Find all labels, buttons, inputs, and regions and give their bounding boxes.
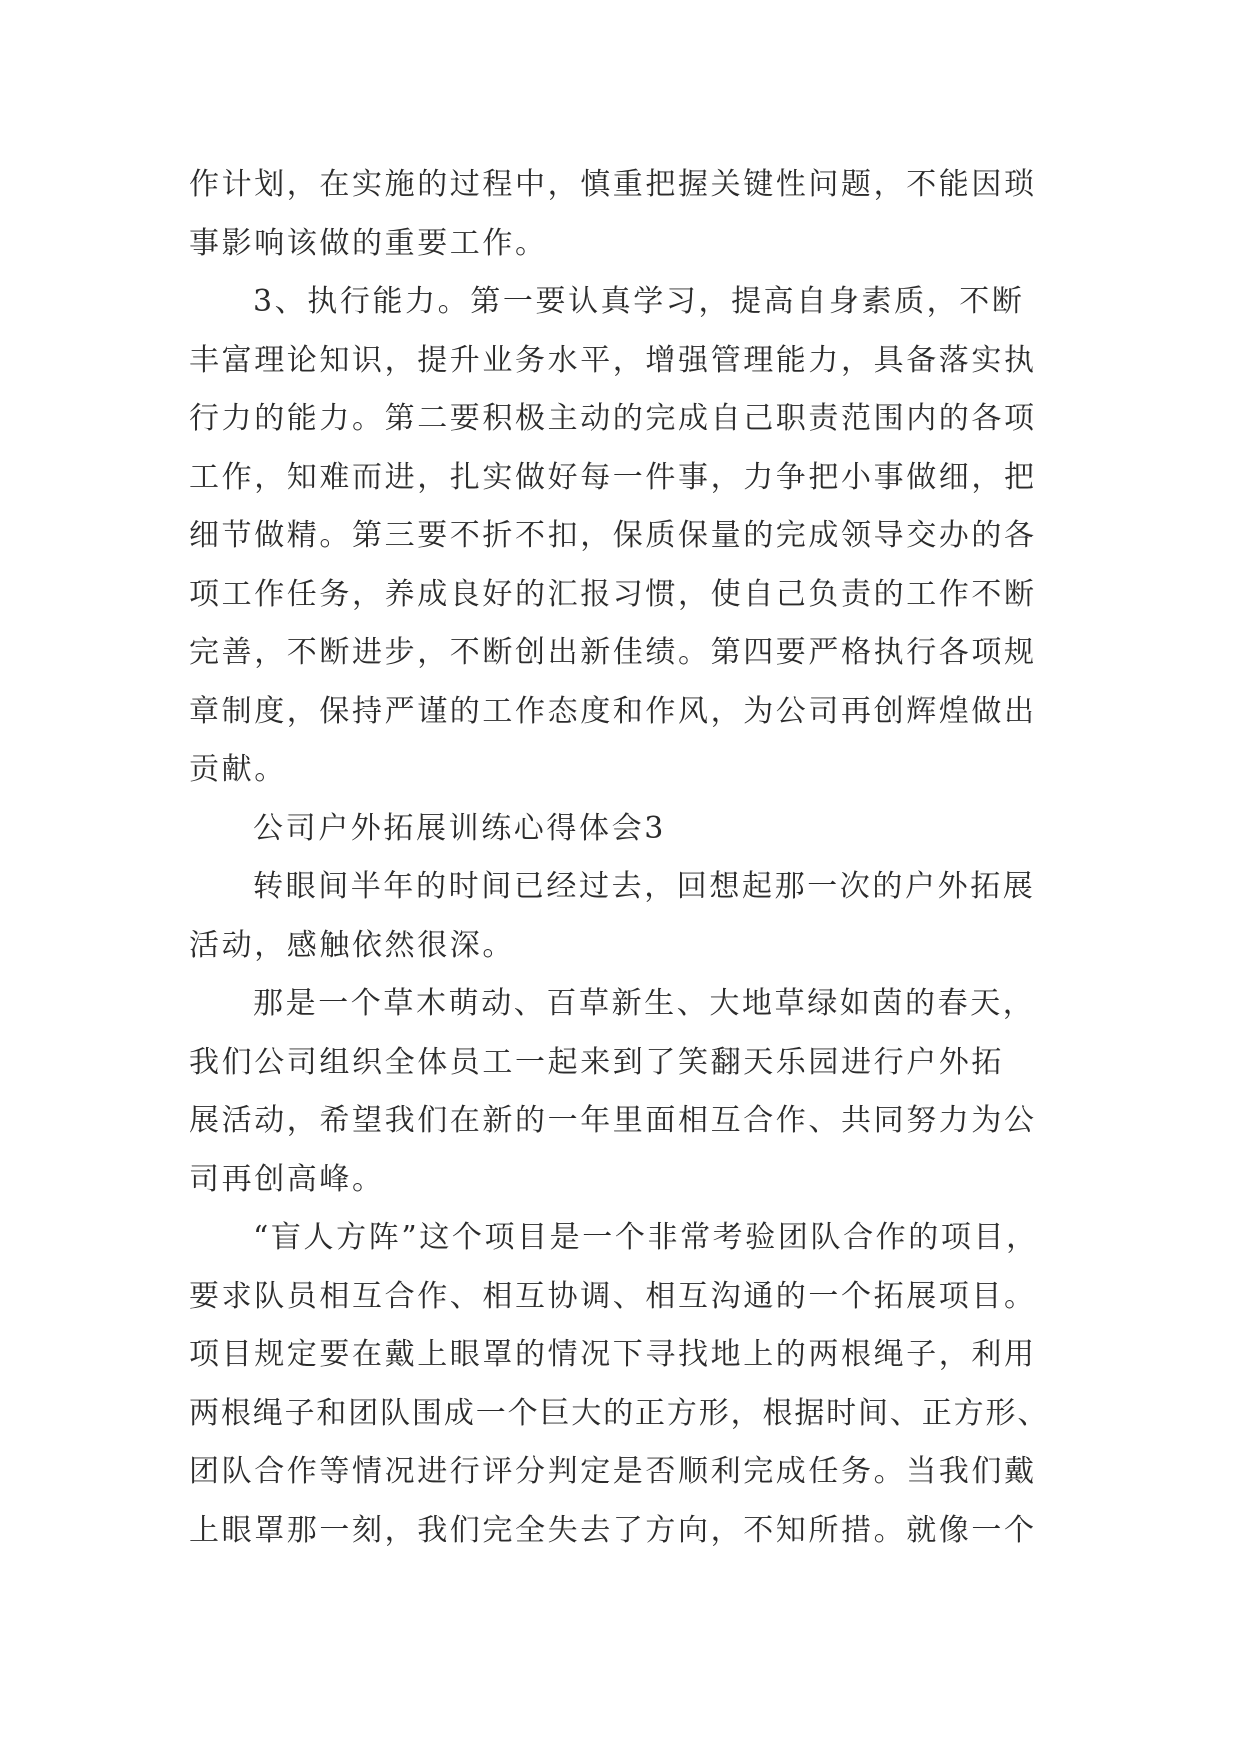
text-line: 丰富理论知识，提升业务水平，增强管理能力，具备落实执 (189, 342, 1037, 378)
text-line: 3、执行能力。第一要认真学习，提高自身素质，不断 (253, 284, 1025, 319)
text-line: 两根绳子和团队围成一个巨大的正方形，根据时间、正方形、 (189, 1395, 1050, 1431)
text-line: 细节做精。第三要不折不扣，保质保量的完成领导交办的各 (189, 518, 1037, 553)
text-line: 要求队员相互合作、相互协调、相互沟通的一个拓展项目。 (189, 1278, 1037, 1314)
text-line: 事影响该做的重要工作。 (189, 225, 548, 261)
text-line: 那是一个草木萌动、百草新生、大地草绿如茵的春天， (253, 986, 1036, 1021)
text-line: “盲人方阵”这个项目是一个非常考验团队合作的项目， (253, 1220, 1039, 1255)
text-line: 工作，知难而进，扎实做好每一件事，力争把小事做细，把 (189, 459, 1037, 495)
text-line: 展活动，希望我们在新的一年里面相互合作、共同努力为公 (189, 1103, 1037, 1138)
text-line: 转眼间半年的时间已经过去，回想起那一次的户外拓展 (253, 869, 1036, 904)
text-line: 完善，不断进步，不断创出新佳绩。第四要严格执行各项规 (189, 635, 1037, 670)
text-line: 司再创高峰。 (189, 1161, 385, 1197)
text-line: 上眼罩那一刻，我们完全失去了方向，不知所措。就像一个 (189, 1512, 1037, 1548)
text-line: 贡献。 (189, 752, 287, 787)
text-line: 作计划，在实施的过程中，慎重把握关键性问题，不能因琐 (189, 167, 1037, 202)
text-line: 团队合作等情况进行评分判定是否顺利完成任务。当我们戴 (189, 1454, 1037, 1489)
text-line: 公司户外拓展训练心得体会3 (253, 810, 666, 846)
text-line: 项工作任务，养成良好的汇报习惯，使自己负责的工作不断 (189, 576, 1037, 612)
text-line: 我们公司组织全体员工一起来到了笑翻天乐园进行户外拓 (189, 1044, 1004, 1080)
text-line: 章制度，保持严谨的工作态度和作风，为公司再创辉煌做出 (189, 693, 1037, 729)
text-line: 项目规定要在戴上眼罩的情况下寻找地上的两根绳子，利用 (189, 1337, 1037, 1372)
document-body (189, 156, 1049, 1560)
text-line: 活动，感触依然很深。 (189, 927, 515, 963)
text-line: 行力的能力。第二要积极主动的完成自己职责范围内的各项 (189, 401, 1037, 436)
